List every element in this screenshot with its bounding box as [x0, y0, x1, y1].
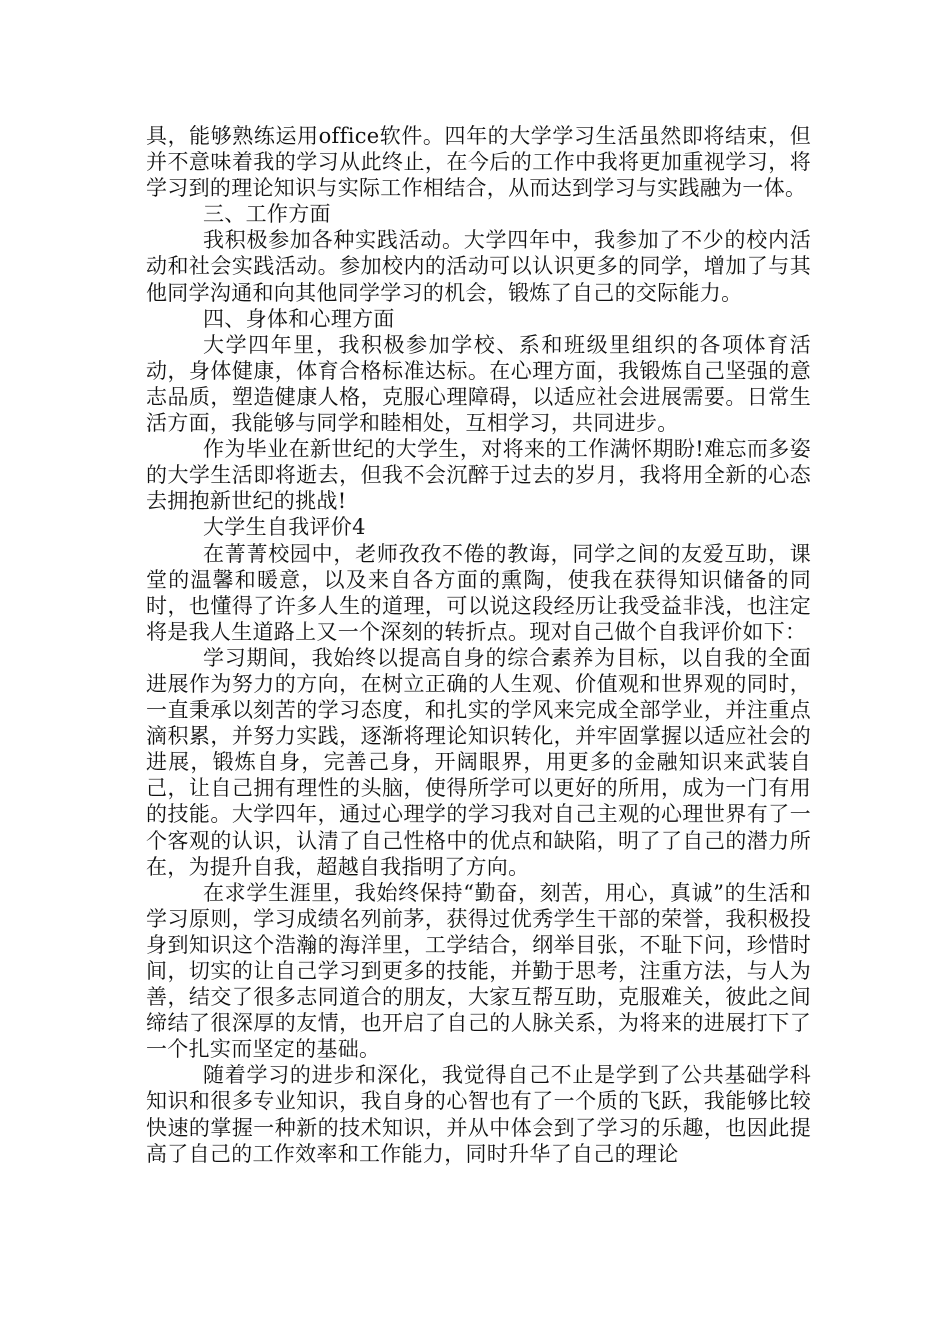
- section-heading: 三、工作方面: [203, 202, 331, 227]
- paragraph: 在求学生涯里，我始终保持“勤奋，刻苦，用心，真诚”的生活和学习原则，学习成绩名列前茅，获得过优秀学生干部的荣誉，我积极投身到知识这个浩瀚的海洋里，工学结合，纲举目张，不耻下问，珍惜时间，切实的让自己学习到更多的技能，并勤于思考，注重方法，与人为善，结交了很多志同道合的朋友，大家互帮互助，克服难关，彼此之间缔结了很深厚的友情，也开启了自己的人脉关系，为将来的进展打下了一个扎实而坚定的基础。: [146, 880, 811, 1062]
- paragraph: 随着学习的进步和深化，我觉得自己不止是学到了公共基础学科知识和很多专业知识，我自身的心智也有了一个质的飞跃，我能够比较快速的掌握一种新的技术知识，并从中体会到了学习的乐趣，也因此提高了自己的工作效率和工作能力，同时升华了自己的理论: [146, 1063, 811, 1166]
- paragraph: 作为毕业在新世纪的大学生，对将来的工作满怀期盼!难忘而多姿的大学生活即将逝去，但我不会沉醉于过去的岁月，我将用全新的心态去拥抱新世纪的挑战!: [146, 437, 811, 514]
- section-heading: 四、身体和心理方面: [203, 306, 395, 331]
- article-title: 大学生自我评价4: [203, 515, 366, 540]
- paragraph: 大学四年里，我积极参加学校、系和班级里组织的各项体育活动，身体健康，体育合格标准达标。在心理方面，我锻炼自己坚强的意志品质，塑造健康人格，克服心理障碍，以适应社会进展需要。日常生活方面，我能够与同学和睦相处，互相学习，共同进步。: [146, 332, 811, 436]
- document-page: [146, 123, 811, 1167]
- paragraph: 学习期间，我始终以提高自身的综合素养为目标，以自我的全面进展作为努力的方向，在树立正确的人生观、价值观和世界观的同时，一直秉承以刻苦的学习态度，和扎实的学风来完成全部学业，并注重点滴积累，并努力实践，逐渐将理论知识转化，并牢固掌握以适应社会的进展，锻炼自身，完善己身，开阔眼界，用更多的金融知识来武装自己，让自己拥有理性的头脑，使得所学可以更好的所用，成为一门有用的技能。大学四年，通过心理学的学习我对自己主观的心理世界有了一个客观的认识，认清了自己性格中的优点和缺陷，明了了自己的潜力所在，为提升自我，超越自我指明了方向。: [146, 645, 811, 879]
- paragraph: 我积极参加各种实践活动。大学四年中，我参加了不少的校内活动和社会实践活动。参加校内的活动可以认识更多的同学，增加了与其他同学沟通和向其他同学学习的机会，锻炼了自己的交际能力。: [146, 228, 811, 305]
- paragraph: 在菁菁校园中，老师孜孜不倦的教诲，同学之间的友爱互助，课堂的温馨和暖意，以及来自各方面的熏陶，使我在获得知识储备的同时，也懂得了许多人生的道理，可以说这段经历让我受益非浅，也注定将是我人生道路上又一个深刻的转折点。现对自己做个自我评价如下：: [146, 541, 811, 644]
- paragraph: 具，能够熟练运用office软件。四年的大学学习生活虽然即将结束，但并不意味着我的学习从此终止，在今后的工作中我将更加重视学习，将学习到的理论知识与实际工作相结合，从而达到学习与实践融为一体。: [146, 124, 811, 201]
